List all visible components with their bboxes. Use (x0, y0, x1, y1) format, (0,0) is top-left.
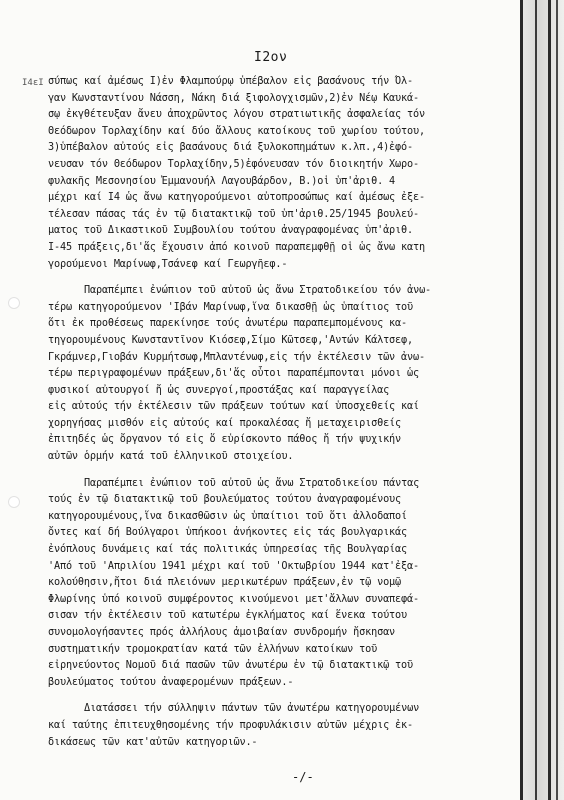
text-line: εἰρηνεύοντος Νομοῦ διά πασῶν τῶν ἀνωτέρω ἐν τῷ διατακτικῷ τοῦ (48, 660, 413, 672)
text-line: ἐπιτηδές ὡς ὄργανον τό εἰς ὅ εὑρίσκοντο πάθος ἤ τήν ψυχικήν (48, 434, 402, 446)
text-line: εἰς αὐτούς τήν ἐκτέλεσιν τῶν πράξεων τούτων καί ὑποσχεθείς καί (48, 401, 419, 413)
text-line: Παραπέμπει ἐνώπιον τοῦ αὐτοῦ ὡς ἄνω Στρατοδικείου τόν ἀνω- (84, 285, 432, 297)
file-edge-line (556, 0, 558, 800)
text-line: νευσαν τόν Θεόδωρον Τορλαχίδην,5)ἐφόνευσαν τόν διοικητήν Χωρο- (48, 158, 419, 170)
text-line: Ι-45 πράξεις,δι'ἅς ἔχουσιν ἀπό κοινοῦ παραπεμφθῇ οἱ ὡς ἄνω κατη (48, 241, 425, 253)
text-line: συνομολογήσαντες πρός ἀλλήλους ἀμοιβαίαν συνδρομήν ἤσκησαν (48, 627, 396, 638)
text-line: κολούθησιν,ἤτοι διά πλειόνων μερικωτέρων πράξεων,ἐν τῷ νομῷ (48, 577, 402, 589)
text-line: γορούμενοι Μαρίνωφ,Τσάνεφ καί Γεωργῆεφ.- (48, 258, 288, 270)
document-body (48, 74, 518, 751)
paragraph-gap (48, 466, 518, 476)
text-line: Θεόδωρον Τορλαχίδην καί δύο ἄλλους κατοίκους τοῦ χωρίου τούτου, (48, 125, 425, 137)
text-line: φυλακῆς Μεσονησίου Ἐμμανουήλ Λαγουβάρδον, Β.)οἱ ὑπ'ἀριθ. 4 (48, 175, 396, 187)
text-line: χορηγήσας μισθόν εἰς αὐτούς καί προκαλέσας ἤ μεταχειρισθείς (48, 417, 402, 429)
file-edge-line (535, 0, 537, 800)
page-number: I2ον (254, 50, 288, 65)
text-line: 3)ὑπέβαλον αὐτούς εἰς βασάνους διά ξυλοκοπημάτων κ.λπ.,4)ἐφό- (48, 142, 413, 154)
text-line: σῳ ἐκγθέτευξαν ἄνευ ἀποχρῶντος λόγου στρατιωτικῆς ἀσφαλείας τόν (48, 109, 425, 121)
text-line: ὄντες καί δή Βούλγαροι ὑπήκοοι ἀνήκοντες εἰς τάς βουλγαρικάς (48, 527, 408, 539)
text-line: φυσικοί αὐτουργοί ἤ ὡς συνεργοί,προστάξας καί παραγγείλας (48, 384, 390, 396)
text-line: κατηγορουμένους,ἵνα δικασθῶσιν ὡς ὑπαίτιοι τοῦ ὅτι ἀλλοδαποί (48, 510, 408, 522)
text-line: αὐτῶν ὁρμήν κατά τοῦ ἑλληνικοῦ στοιχείου. (48, 451, 294, 463)
text-line: τούς ἐν τῷ διατακτικῷ τοῦ βουλεύματος τούτου ἀναγραφομένους (48, 494, 402, 506)
text-line: τέρω κατηγορούμενον 'Ιβάν Μαρίνωφ,ἵνα δικασθῇ ὡς ὑπαίτιος τοῦ (48, 301, 413, 313)
file-edge-line (548, 0, 551, 800)
paragraph-gap (48, 691, 518, 701)
text-line: τηγορουμένους Κωνσταντῖνον Κιόσεφ,Σίμο Κῶτσεφ,'Αντών Κάλτσεφ, (48, 334, 413, 346)
text-line: τέρω περιγραφομένων πράξεων,δι'ἅς οὗτοι παραπέμπονται μόνοι ὡς (48, 368, 419, 380)
text-line: σύπως καί ἀμέσως Ι)ἐν Φλαμπούρῳ ὑπέβαλον εἰς βασάνους τήν Όλ- (48, 76, 413, 87)
text-line: συστηματικήν τρομοκρατίαν κατά τῶν ἑλλήνων κατοίκων τοῦ (48, 643, 378, 655)
text-line: ἐνόπλους δυνάμεις καί τάς πολιτικάς ὑπηρεσίας τῆς Βουλγαρίας (48, 544, 408, 556)
text-line: σισαν τήν ἐκτέλεσιν τοῦ κατωτέρω ἐγκλήματος καί ἕνεκα τούτου (48, 610, 408, 622)
text-line: γαν Κωνσταντίνου Νάσση, Νάκη διά ξιφολογχισμῶν,2)ἐν Νέῳ Καυκά- (48, 92, 419, 104)
text-line: Παραπέμπει ἐνώπιον τοῦ αὐτοῦ ὡς ἄνω Στρατοδικείου πάντας (84, 477, 420, 489)
margin-note: Ι4εΙ (22, 78, 44, 88)
text-line: δικάσεως τῶν κατ'αὐτῶν κατηγοριῶν.- (48, 736, 258, 748)
punch-hole (8, 496, 20, 508)
text-line: ὅτι ἐκ προθέσεως παρεκίνησε τούς ἀνωτέρω παραπεμπομένους κα- (48, 318, 408, 330)
end-mark: -/- (292, 770, 314, 784)
text-line: Διατάσσει τήν σύλληψιν πάντων τῶν ἀνωτέρω κατηγορουμένων (84, 703, 420, 715)
text-line: Φλωρίνης ὑπό κοινοῦ συμφέροντος κινούμενοι μετ'ἄλλων συναπεφά- (48, 593, 419, 605)
file-edge-line (520, 0, 523, 800)
text-line: 'Από τοῦ 'Απριλίου 1941 μέχρι καί τοῦ 'Οκτωβρίου 1944 κατ'ἐξα- (48, 560, 419, 572)
text-line: τέλεσαν πάσας τάς ἐν τῷ διατακτικῷ τοῦ ὑπ'ἀριθ.25/1945 βουλεύ- (48, 208, 419, 220)
text-line: ματος τοῦ Δικαστικοῦ Συμβουλίου τούτου ἀναγραφομένας ὑπ'ἀριθ. (48, 225, 413, 237)
text-line: βουλεύματος τούτου ἀναφερομένων πράξεων.- (48, 676, 294, 688)
text-line: Γκράμνερ,Γιοβάν Κυρμήτσωφ,Μπλαντένωφ,εἰς τήν ἐκτέλεσιν τῶν ἀνω- (48, 351, 425, 363)
text-line: καί ταύτης ἐπιτευχθησομένης τήν προφυλάκισιν αὐτῶν μέχρις ἐκ- (48, 719, 413, 731)
punch-hole (8, 297, 20, 309)
text-line: μέχρι καί Ι4 ὡς ἄνω κατηγορούμενοι αὐτοπροσώπως καί ἀμέσως ἐξε- (48, 192, 425, 204)
paragraph-gap (48, 273, 518, 283)
